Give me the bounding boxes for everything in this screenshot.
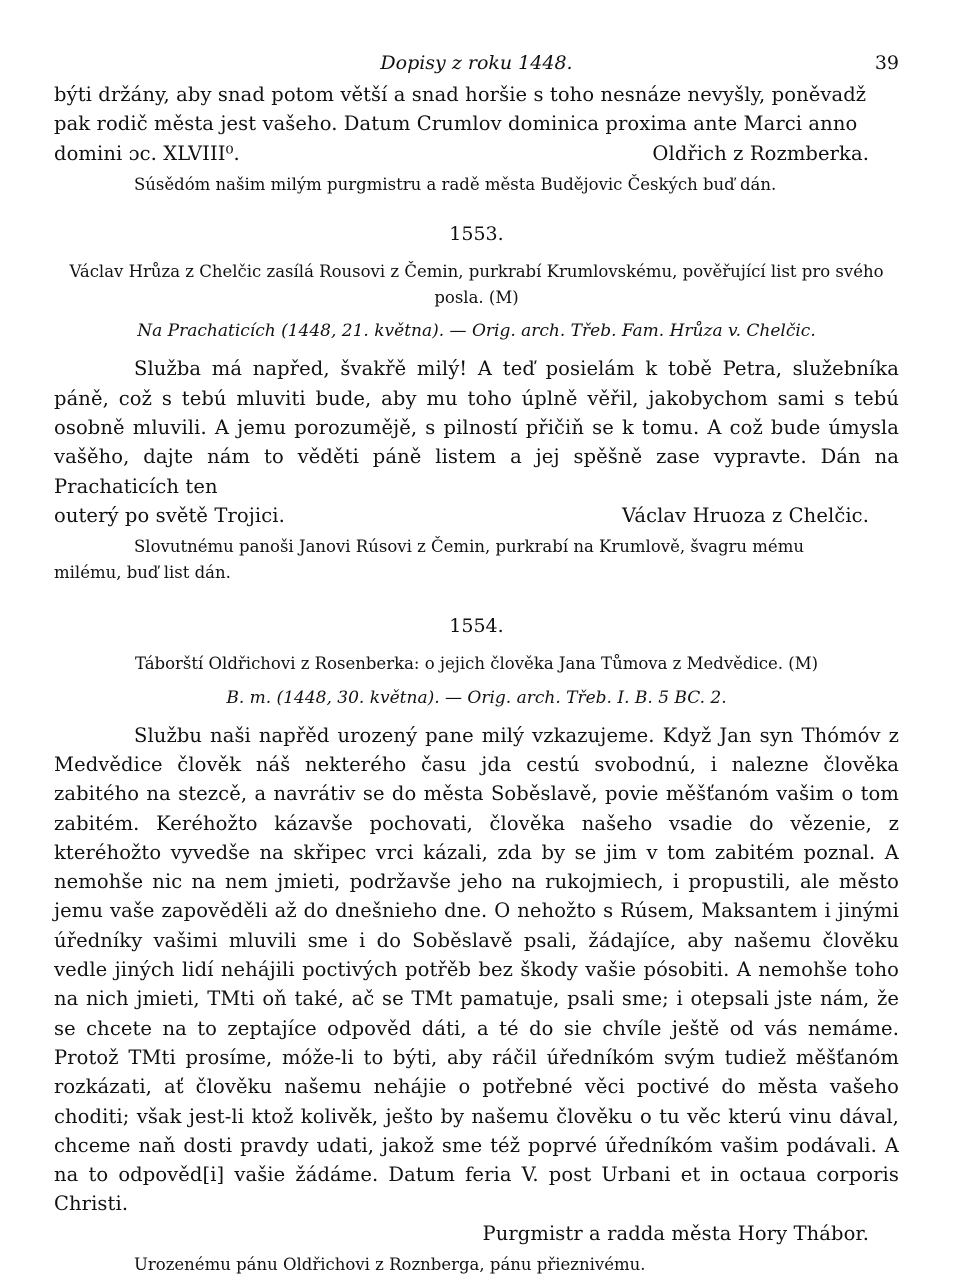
doc-1553-text: Služba má napřed, švakřě milý! A teď posielám k tobě Petra, služebníka páně, což s tebú mluviti bude, aby mu toho úplně věřil, jakobychom sami s tebú osobně mluvili. A jemu porozumějě, s pilností přičiň se k tomu. A což bude úmysla vašěho, dajte nám to věděti páně listem a jej spěšně zase vypravte. Dán na Prachaticích ten [54, 357, 899, 498]
doc-1554-signature: Purgmistr a radda města Hory Thábor. [482, 1221, 869, 1245]
intro-line-1: býti držány, aby snad potom větší a snad horšie s toho nesnáze nevyšly, poněvadž [54, 83, 867, 106]
doc-1553-date-end: outerý po světě Trojici. [54, 503, 285, 527]
doc-1553-source: Na Prachaticích (1448, 21. května). — Orig. arch. Třeb. Fam. Hrůza v. Chelčic. [137, 321, 816, 342]
doc-1553-letter [54, 354, 899, 530]
intro-address: Súsědóm našim milým purgmistru a radě města Budějovic Českých buď dán. [134, 174, 777, 194]
intro-signature: Oldřich z Rozmberka. [652, 141, 869, 165]
doc-1554-number: 1554. [449, 615, 504, 638]
doc-1553-closing-line [54, 501, 899, 530]
intro-line-2: pak rodič města jest vašeho. Datum Crumlov dominica proxima ante Marci anno [54, 112, 858, 136]
doc-1554-regest: Táborští Oldřichovi z Rosenberka: o jejich člověka Jana Tůmova z Medvědice. (M) [134, 654, 819, 674]
doc-1553-signature: Václav Hruoza z Chelčic. [621, 503, 869, 527]
running-header [54, 44, 899, 80]
doc-1553-number: 1553. [449, 223, 504, 246]
intro-closing-line [54, 139, 899, 168]
doc-1554-text: Službu naši napřěd urozený pane milý vzkazujeme. Když Jan syn Thómóv z Medvědice člověk náš nekterého času jda cestú svobodnú, i nalezne člověka zabitého na stezcě, a navrátiv se do města Soběslavě, povie měšťanóm vašim o tom zabitém. Keréhožto kázavše pochovati, člověka našeho vsadie do vězenie, z kteréhožto vyvedše na skřipec vrci kázali, zda by se jim v tom zabitém poznal. A nemohše nic na nem jmieti, podržavše jeho na rukojmiech, i propustili, ale město jemu vaše zapověděli až do dnešnieho dne. O nehožto s Rúsem, Maksantem i jinými úředníky vašimi mluvili sme i do Soběslavě psali, žádajíce, aby našemu člověku vedle jiných lidí nehájili poctivých potřěb bez škody vašie pósobiti. A nemohše toho na nich jmieti, TMti oň také, ač se TMt pamatuje, psali sme; i otepsali jste nám, že se chcete na to zeptajíce odpověd dáti, a té do sie chvíle ještě od vás nemáme. Protož TMti prosíme, móže-li to býti, aby ráčil úředníkóm svým tudiež měšťanóm rozkázati, ať člověku našemu nehájie o potřebné věci poctivé do města vašeho choditi; však jest-li ktož kolivěk, ješto by našemu člověku o tu věc kterú vinu dával, chceme naň dosti pravdy udati, jakož sme též poprvé úředníkóm vašim podávali. A na to odpověd[i] vašie žádáme. Datum feria V. post Urbani et in octaua corporis Christi. [54, 723, 899, 1216]
page-number: 39 [874, 52, 899, 74]
intro-date-end: domini ɔc. XLVIII⁰. [54, 141, 240, 165]
doc-1554-address: Urozenému pánu Oldřichovi z Roznberga, pánu přieznivému. [134, 1255, 646, 1275]
doc-1553-address-1: Slovutnému panoši Janovi Rúsovi z Čemin, purkrabí na Krumlově, švagru mému [134, 537, 804, 557]
doc-1554-source: B. m. (1448, 30. května). — Orig. arch. Třeb. I. B. 5 BC. 2. [226, 687, 727, 708]
intro-letter-tail [54, 80, 899, 168]
doc-1553-address-2: milému, buď list dán. [54, 562, 231, 582]
document-page [54, 44, 899, 1278]
doc-1553-regest: Václav Hrůza z Chelčic zasílá Rousovi z Čemin, purkrabí Krumlovskému, pověřující list pro svého posla. (M) [69, 262, 884, 307]
running-title: Dopisy z roku 1448. [380, 52, 573, 74]
doc-1554-letter [54, 721, 899, 1248]
